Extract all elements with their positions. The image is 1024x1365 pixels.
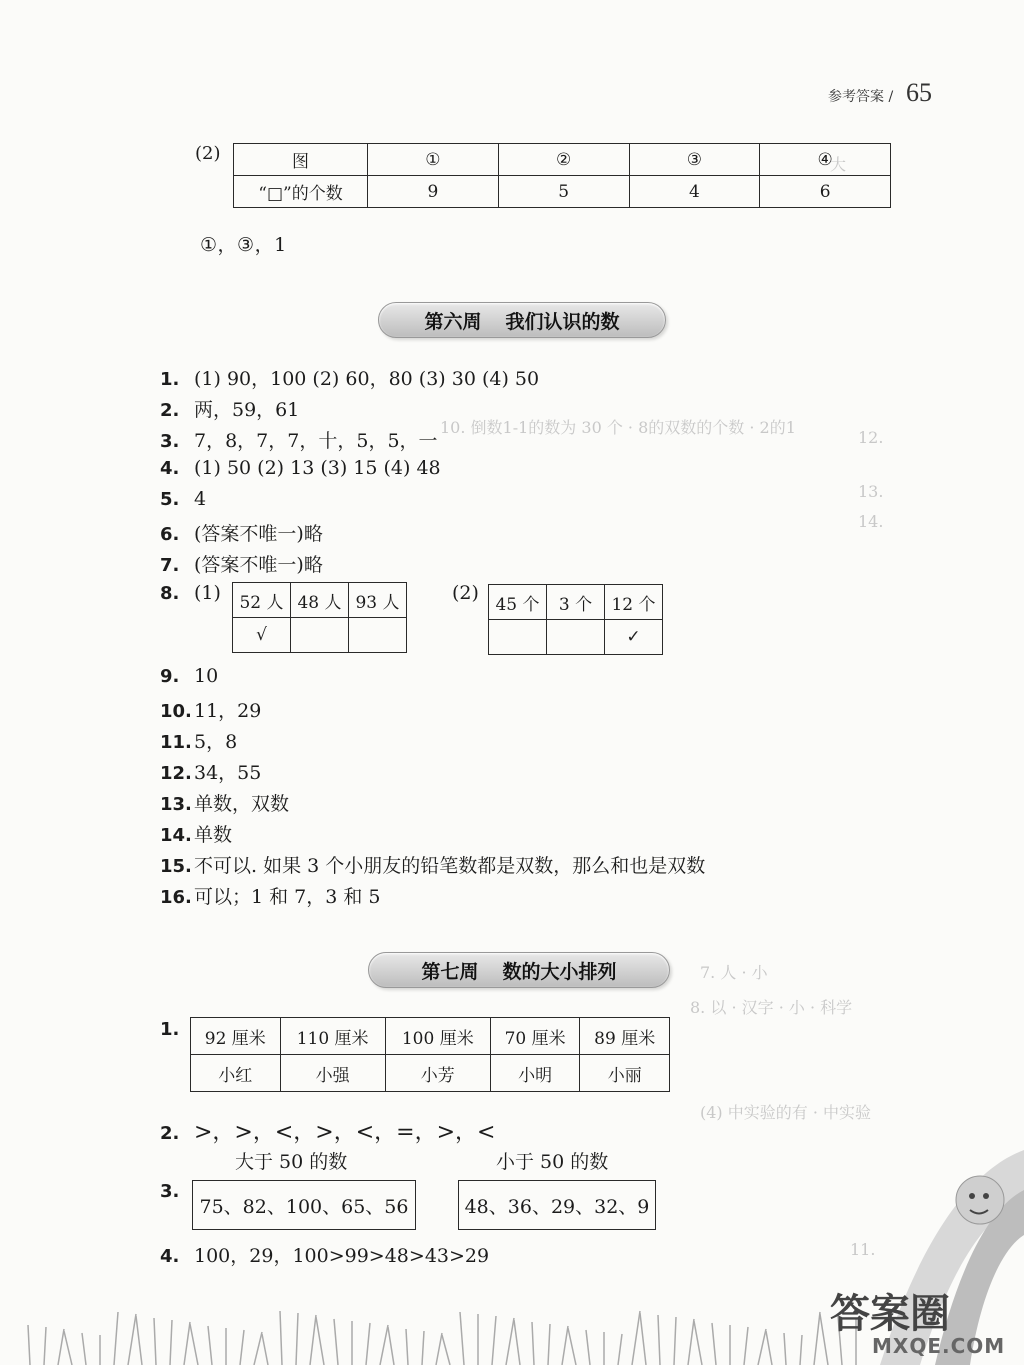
item-answer: 11，29: [194, 700, 262, 722]
table-cell: 3 个: [547, 585, 605, 620]
list-item: [160, 665, 218, 687]
table-header-cell: ①: [368, 144, 499, 176]
item-answer: 可以；1 和 7，3 和 5: [194, 886, 381, 908]
grass-blade: [64, 1331, 72, 1365]
grass-blade: [240, 1330, 244, 1365]
less-than-50-box: 48、36、29、32、9: [458, 1180, 656, 1230]
grass-blade: [208, 1326, 212, 1365]
item-number: 4.: [160, 1246, 180, 1267]
section-title: 数的大小排列: [502, 960, 617, 983]
table-row: [191, 1018, 670, 1055]
item-number: 9.: [160, 666, 180, 687]
list-item: [160, 550, 323, 577]
grass-blade: [674, 1317, 676, 1365]
prev-answer: ①，③，1: [200, 234, 287, 256]
table-cell: 89 厘米: [580, 1018, 670, 1055]
grass-blade: [532, 1322, 534, 1365]
less-label: 小于 50 的数: [496, 1151, 609, 1173]
item8-part2-label: (2): [452, 582, 479, 604]
list-item: [160, 426, 438, 453]
running-header-label: 参考答案 /: [828, 89, 894, 105]
check-mark: ✓: [605, 620, 663, 655]
item-answer: 100，29，100>99>48>43>29: [194, 1245, 490, 1267]
item-answer: 4: [194, 488, 207, 510]
grass-blade: [618, 1334, 622, 1365]
grass-blade: [380, 1325, 388, 1365]
table-cell: 5: [498, 176, 629, 208]
list-item: [160, 851, 705, 878]
item-answer: (答案不唯一)略: [194, 523, 323, 545]
table-row: [234, 176, 891, 208]
shape-count-table: [233, 143, 891, 208]
item-number: 8.: [160, 583, 180, 604]
grass-blade: [170, 1320, 172, 1365]
grass-blade: [280, 1311, 282, 1365]
table-cell: 小芳: [385, 1055, 490, 1092]
grass-blade: [28, 1325, 30, 1365]
table-cell: [349, 618, 407, 653]
item8-part1-table: [232, 582, 407, 653]
table-row: [489, 620, 663, 655]
grass-blade: [712, 1323, 716, 1365]
item-answer: (1) 90，100 (2) 60，80 (3) 30 (4) 50: [194, 368, 540, 390]
item-number: 5.: [160, 489, 180, 510]
grass-blade: [586, 1330, 590, 1365]
item-number: 1.: [160, 369, 180, 390]
item-answer: 单数: [194, 824, 233, 846]
table-header-cell: ③: [629, 144, 760, 176]
item-number: 2.: [160, 1123, 180, 1144]
grass-blade: [436, 1333, 442, 1365]
grass-blade: [114, 1312, 118, 1365]
list-item: [160, 789, 289, 816]
grass-blade: [548, 1324, 550, 1365]
grass-blade: [694, 1321, 702, 1365]
grass-blade: [422, 1331, 424, 1365]
item-number: 16.: [160, 887, 192, 908]
list-item: [160, 1241, 489, 1268]
item-number: 11.: [160, 732, 192, 753]
item-answer: 5，8: [194, 731, 238, 753]
list-item: [160, 457, 441, 479]
grass-blade: [568, 1328, 576, 1365]
list-item: [160, 1180, 194, 1202]
table-cell: [291, 618, 349, 653]
grass-blade: [296, 1313, 298, 1365]
list-item: [160, 727, 237, 754]
item-number: 15.: [160, 856, 192, 877]
grass-blade: [492, 1316, 496, 1365]
table-cell: 小红: [191, 1055, 281, 1092]
grass-blade: [190, 1324, 198, 1365]
grass-blade: [44, 1327, 46, 1365]
table-cell: 小丽: [580, 1055, 670, 1092]
item-number: 3.: [160, 431, 180, 452]
item-answer: 7，8，7，7，十，5，5，一: [194, 430, 438, 452]
list-item: [160, 364, 539, 391]
table-cell: 52 人: [233, 583, 291, 618]
list-item: [160, 519, 323, 546]
item-answer: 不可以. 如果 3 个小朋友的铅笔数都是双数，那么和也是双数: [194, 855, 706, 877]
grass-blade: [800, 1335, 802, 1365]
grass-blade: [310, 1315, 316, 1365]
grass-blade: [316, 1317, 324, 1365]
table-row: [233, 583, 407, 618]
table-cell: 100 厘米: [385, 1018, 490, 1055]
grass-blade: [766, 1331, 772, 1365]
table-cell: 9: [368, 176, 499, 208]
table-cell: 45 个: [489, 585, 547, 620]
table-cell: 93 人: [349, 583, 407, 618]
grass-blade: [254, 1332, 262, 1365]
grass-blade: [758, 1329, 766, 1365]
item-number: 10.: [160, 701, 192, 722]
prev-item-label: (2): [195, 143, 221, 164]
list-item: [160, 882, 381, 909]
item-answer: 34，55: [194, 762, 262, 784]
greater-label: 大于 50 的数: [235, 1151, 348, 1173]
grass-blade: [658, 1315, 660, 1365]
section-heading-week6: [378, 302, 666, 338]
item-answer: 10: [194, 665, 219, 687]
grass-blade: [58, 1329, 64, 1365]
list-item: [160, 820, 232, 847]
grass-blade: [814, 1312, 820, 1365]
list-item: [160, 1018, 194, 1040]
table-cell: [547, 620, 605, 655]
grass-blade: [184, 1322, 190, 1365]
table-header-cell: ④: [760, 144, 891, 176]
item-number: 14.: [160, 825, 192, 846]
item-number: 12.: [160, 763, 192, 784]
table-cell: 110 厘米: [280, 1018, 385, 1055]
grass-blade: [784, 1333, 786, 1365]
grass-blade: [262, 1334, 268, 1365]
table-cell: 4: [629, 176, 760, 208]
table-cell: 6: [760, 176, 891, 208]
grass-blade: [334, 1319, 338, 1365]
grass-blade: [128, 1314, 136, 1365]
grass-blade: [82, 1333, 86, 1365]
table-cell: 小明: [490, 1055, 580, 1092]
table-cell: 48 人: [291, 583, 349, 618]
item-number: 13.: [160, 794, 192, 815]
item-answer: 两，59，61: [194, 399, 300, 421]
section-heading-week7: [368, 952, 670, 988]
list-item: [160, 696, 261, 723]
item-number: 3.: [160, 1181, 180, 1202]
item-number: 2.: [160, 400, 180, 421]
watermark-url: MXQE.COM: [872, 1334, 1006, 1358]
section-week-label: 第七周: [421, 960, 479, 983]
item-number: 7.: [160, 555, 180, 576]
grass-blade: [154, 1318, 156, 1365]
page-number: 65: [906, 78, 932, 107]
grass-blade: [562, 1326, 568, 1365]
item-number: 4.: [160, 458, 180, 479]
grass-blade: [820, 1314, 828, 1365]
grass-blade: [388, 1327, 394, 1365]
list-item: [160, 758, 261, 785]
item-number: 6.: [160, 524, 180, 545]
table-row: [489, 585, 663, 620]
item-answer: (1) 50 (2) 13 (3) 15 (4) 48: [194, 457, 441, 479]
table-row: [233, 618, 407, 653]
grass-blade: [744, 1327, 748, 1365]
table-header-cell: ②: [498, 144, 629, 176]
item-number: 1.: [160, 1019, 180, 1040]
grass-blade: [514, 1320, 520, 1365]
height-name-table: [190, 1017, 670, 1092]
grass-blade: [406, 1329, 408, 1365]
list-item: [160, 582, 221, 604]
section-title: 我们认识的数: [505, 310, 620, 333]
section-week-label: 第六周: [424, 310, 482, 333]
grass-blade: [506, 1318, 514, 1365]
list-item: [160, 488, 206, 510]
table-cell: 12 个: [605, 585, 663, 620]
check-mark: √: [233, 618, 291, 653]
item8-part1-label: (1): [194, 582, 221, 604]
grass-blade: [688, 1319, 694, 1365]
table-cell: 70 厘米: [490, 1018, 580, 1055]
grass-blade: [640, 1313, 646, 1365]
table-cell: 小强: [280, 1055, 385, 1092]
item-answer: 单数，双数: [194, 793, 290, 815]
grass-blade: [632, 1311, 640, 1365]
greater-than-50-box: 75、82、100、65、56: [192, 1180, 416, 1230]
list-item: [160, 1115, 495, 1146]
table-cell: [489, 620, 547, 655]
grass-blade: [366, 1323, 370, 1365]
table-cell: “□”的个数: [234, 176, 368, 208]
table-row: [191, 1055, 670, 1092]
watermark-logo: 答案圈: [830, 1291, 950, 1337]
item-answer: (答案不唯一)略: [194, 554, 323, 576]
item-answer: >，>，<，>，<，=，>，<: [194, 1120, 496, 1145]
table-row: [234, 144, 891, 176]
item8-part2-table: [488, 584, 663, 655]
grass-blade: [442, 1335, 450, 1365]
table-header-cell: 图: [234, 144, 368, 176]
list-item: [160, 395, 299, 422]
grass-blade: [136, 1316, 142, 1365]
table-cell: 92 厘米: [191, 1018, 281, 1055]
grass-blade: [460, 1312, 464, 1365]
